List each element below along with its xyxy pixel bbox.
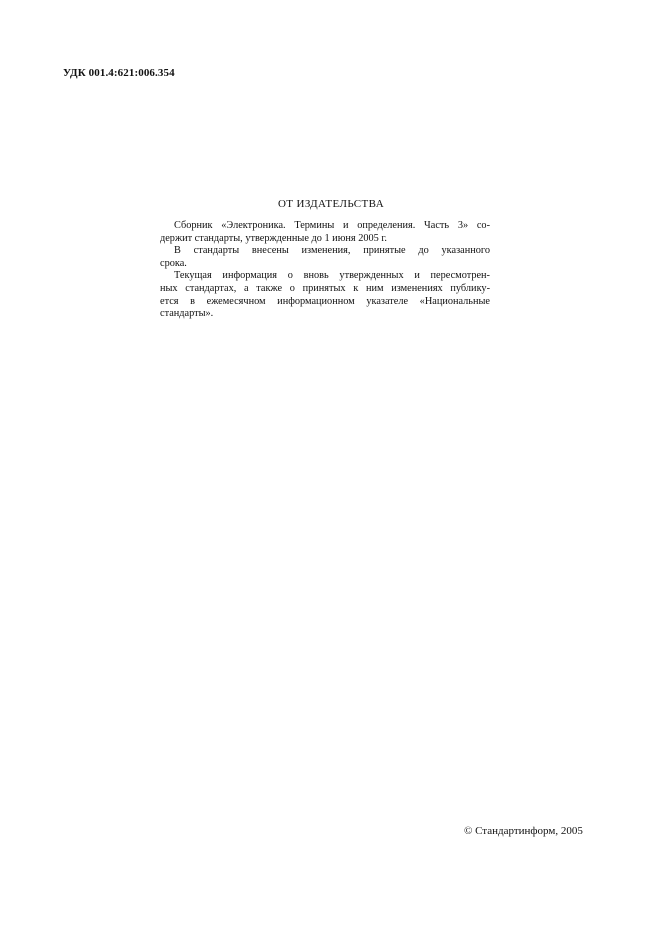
paragraph-line: срока. bbox=[160, 257, 187, 269]
publisher-note bbox=[160, 198, 490, 321]
copyright-notice: © Стандартинформ, 2005 bbox=[464, 825, 583, 837]
paragraph-line: Текущая информация о вновь утвержденных и пересмотрен- bbox=[174, 270, 490, 282]
paragraph-amendments bbox=[160, 245, 490, 270]
paragraph-line: стандарты». bbox=[160, 308, 214, 320]
udk-code: УДК 001.4:621:006.354 bbox=[63, 67, 175, 79]
paragraph-collection-contents bbox=[160, 220, 490, 245]
paragraph-line: Сборник «Электроника. Термины и определения. Часть 3» со- bbox=[174, 220, 490, 231]
section-title: ОТ ИЗДАТЕЛЬСТВА bbox=[277, 198, 385, 210]
paragraph-line: ется в ежемесячном информационном указателе «Национальные bbox=[160, 295, 490, 307]
paragraph-current-info bbox=[160, 270, 490, 320]
paragraph-line: держит стандарты, утвержденные до 1 июня 2005 г. bbox=[160, 232, 388, 244]
paragraph-line: В стандарты внесены изменения, принятые до указанного bbox=[174, 245, 490, 257]
paragraph-line: ных стандартах, а также о принятых к ним изменениях публику- bbox=[160, 282, 490, 294]
